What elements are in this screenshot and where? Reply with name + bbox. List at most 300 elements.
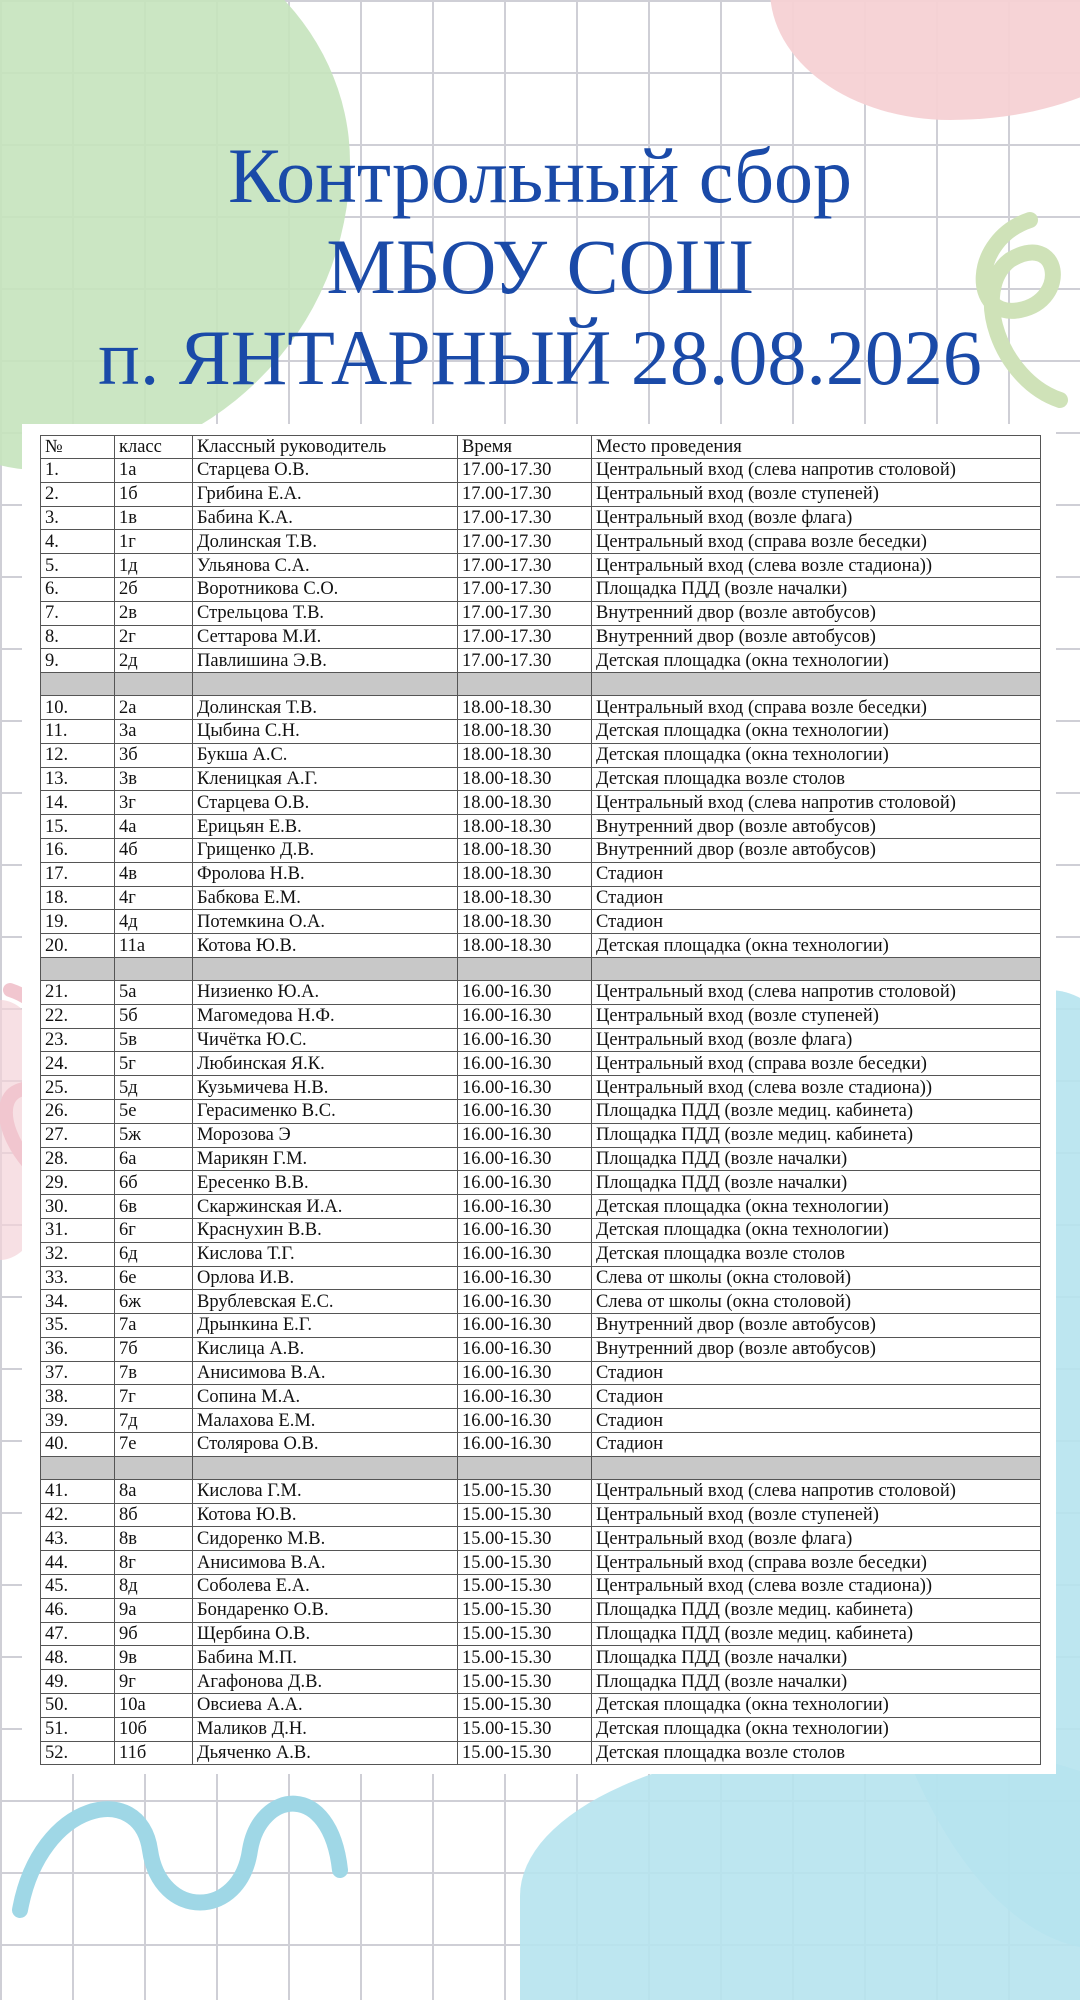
cell-class: 11б	[115, 1741, 193, 1765]
table-row	[41, 1337, 1041, 1361]
table-row	[41, 530, 1041, 554]
table-row	[41, 1028, 1041, 1052]
title-line-2: МБОУ СОШ	[326, 223, 754, 310]
cell-class: 6д	[115, 1242, 193, 1266]
cell-time: 18.00-18.30	[458, 838, 592, 862]
cell-place: Детская площадка возле столов	[592, 1741, 1041, 1765]
cell-number: 12.	[41, 743, 115, 767]
cell-class: 8в	[115, 1527, 193, 1551]
cell-teacher: Долинская Т.В.	[193, 696, 458, 720]
cell-teacher: Кислица А.В.	[193, 1337, 458, 1361]
table-row	[41, 1361, 1041, 1385]
decor-pink-blob	[770, 0, 1080, 120]
cell-number: 24.	[41, 1052, 115, 1076]
table-row	[41, 719, 1041, 743]
table-row	[41, 767, 1041, 791]
cell-time: 16.00-16.30	[458, 1290, 592, 1314]
cell-time: 15.00-15.30	[458, 1622, 592, 1646]
cell-class: 9б	[115, 1622, 193, 1646]
cell-number: 6.	[41, 577, 115, 601]
separator-cell	[115, 957, 193, 980]
cell-place: Внутренний двор (возле автобусов)	[592, 815, 1041, 839]
cell-teacher: Маликов Д.Н.	[193, 1717, 458, 1741]
cell-place: Слева от школы (окна столовой)	[592, 1290, 1041, 1314]
cell-teacher: Краснухин В.В.	[193, 1218, 458, 1242]
separator-cell	[458, 673, 592, 696]
cell-teacher: Щербина О.В.	[193, 1622, 458, 1646]
cell-number: 29.	[41, 1171, 115, 1195]
cell-teacher: Ульянова С.А.	[193, 554, 458, 578]
cell-time: 18.00-18.30	[458, 791, 592, 815]
header-teacher: Классный руководитель	[193, 436, 458, 459]
cell-place: Площадка ПДД (возле началки)	[592, 1670, 1041, 1694]
table-row	[41, 696, 1041, 720]
cell-class: 4д	[115, 910, 193, 934]
cell-teacher: Магомедова Н.Ф.	[193, 1004, 458, 1028]
cell-place: Центральный вход (слева напротив столовой)	[592, 791, 1041, 815]
table-row	[41, 862, 1041, 886]
cell-class: 2в	[115, 601, 193, 625]
cell-teacher: Бабкова Е.М.	[193, 886, 458, 910]
cell-teacher: Марикян Г.М.	[193, 1147, 458, 1171]
table-row	[41, 554, 1041, 578]
table-header-row	[41, 436, 1041, 459]
cell-number: 33.	[41, 1266, 115, 1290]
cell-class: 7б	[115, 1337, 193, 1361]
header-time: Время	[458, 436, 592, 459]
cell-place: Слева от школы (окна столовой)	[592, 1266, 1041, 1290]
cell-class: 8г	[115, 1551, 193, 1575]
cell-number: 36.	[41, 1337, 115, 1361]
cell-time: 17.00-17.30	[458, 506, 592, 530]
title-line-3: п. ЯНТАРНЫЙ 28.08.2026	[98, 314, 982, 401]
cell-class: 3б	[115, 743, 193, 767]
cell-place: Площадка ПДД (возле началки)	[592, 1646, 1041, 1670]
table-row	[41, 838, 1041, 862]
cell-teacher: Врублевская Е.С.	[193, 1290, 458, 1314]
table-row	[41, 1527, 1041, 1551]
table-row	[41, 1479, 1041, 1503]
cell-number: 48.	[41, 1646, 115, 1670]
cell-place: Центральный вход (справа возле беседки)	[592, 1551, 1041, 1575]
cell-number: 31.	[41, 1218, 115, 1242]
cell-number: 15.	[41, 815, 115, 839]
separator-cell	[193, 1456, 458, 1479]
table-row	[41, 1503, 1041, 1527]
cell-number: 4.	[41, 530, 115, 554]
cell-number: 10.	[41, 696, 115, 720]
cell-place: Стадион	[592, 1433, 1041, 1457]
cell-time: 15.00-15.30	[458, 1503, 592, 1527]
table-row	[41, 1290, 1041, 1314]
cell-place: Центральный вход (возле ступеней)	[592, 482, 1041, 506]
group-separator-row	[41, 673, 1041, 696]
cell-class: 3г	[115, 791, 193, 815]
cell-teacher: Соболева Е.А.	[193, 1575, 458, 1599]
cell-number: 3.	[41, 506, 115, 530]
header-number: №	[41, 436, 115, 459]
cell-time: 15.00-15.30	[458, 1575, 592, 1599]
cell-class: 2д	[115, 649, 193, 673]
cell-time: 17.00-17.30	[458, 625, 592, 649]
cell-class: 2г	[115, 625, 193, 649]
cell-teacher: Старцева О.В.	[193, 791, 458, 815]
cell-number: 16.	[41, 838, 115, 862]
cell-number: 42.	[41, 1503, 115, 1527]
cell-class: 3в	[115, 767, 193, 791]
cell-class: 1г	[115, 530, 193, 554]
cell-time: 16.00-16.30	[458, 1314, 592, 1338]
cell-teacher: Бабина М.П.	[193, 1646, 458, 1670]
cell-place: Детская площадка (окна технологии)	[592, 1195, 1041, 1219]
decor-blue-blob-bottom	[520, 1740, 1080, 2000]
cell-place: Центральный вход (слева напротив столовой)	[592, 980, 1041, 1004]
cell-teacher: Ерицьян Е.В.	[193, 815, 458, 839]
cell-number: 32.	[41, 1242, 115, 1266]
cell-time: 16.00-16.30	[458, 1052, 592, 1076]
table-row	[41, 980, 1041, 1004]
cell-number: 50.	[41, 1694, 115, 1718]
cell-class: 5е	[115, 1099, 193, 1123]
table-row	[41, 1242, 1041, 1266]
cell-number: 19.	[41, 910, 115, 934]
cell-teacher: Столярова О.В.	[193, 1433, 458, 1457]
cell-teacher: Герасименко В.С.	[193, 1099, 458, 1123]
cell-teacher: Агафонова Д.В.	[193, 1670, 458, 1694]
decor-blue-loops	[0, 1760, 520, 1920]
cell-class: 11а	[115, 934, 193, 958]
cell-teacher: Бондаренко О.В.	[193, 1598, 458, 1622]
cell-place: Детская площадка (окна технологии)	[592, 743, 1041, 767]
cell-time: 17.00-17.30	[458, 577, 592, 601]
cell-teacher: Букша А.С.	[193, 743, 458, 767]
cell-time: 16.00-16.30	[458, 1361, 592, 1385]
cell-time: 15.00-15.30	[458, 1741, 592, 1765]
cell-time: 16.00-16.30	[458, 1433, 592, 1457]
table-row	[41, 886, 1041, 910]
cell-time: 18.00-18.30	[458, 862, 592, 886]
cell-time: 18.00-18.30	[458, 719, 592, 743]
table-row	[41, 649, 1041, 673]
cell-time: 18.00-18.30	[458, 743, 592, 767]
cell-place: Центральный вход (справа возле беседки)	[592, 1052, 1041, 1076]
table-row	[41, 1551, 1041, 1575]
cell-number: 13.	[41, 767, 115, 791]
cell-teacher: Дрынкина Е.Г.	[193, 1314, 458, 1338]
cell-teacher: Любинская Я.К.	[193, 1052, 458, 1076]
separator-cell	[592, 957, 1041, 980]
table-row	[41, 1052, 1041, 1076]
cell-place: Центральный вход (возле флага)	[592, 1028, 1041, 1052]
cell-place: Центральный вход (слева возле стадиона))	[592, 1076, 1041, 1100]
cell-teacher: Старцева О.В.	[193, 459, 458, 483]
group-separator-row	[41, 957, 1041, 980]
cell-class: 1в	[115, 506, 193, 530]
cell-time: 16.00-16.30	[458, 1409, 592, 1433]
cell-place: Внутренний двор (возле автобусов)	[592, 625, 1041, 649]
cell-time: 16.00-16.30	[458, 1147, 592, 1171]
group-separator-row	[41, 1456, 1041, 1479]
cell-place: Внутренний двор (возле автобусов)	[592, 601, 1041, 625]
cell-class: 7а	[115, 1314, 193, 1338]
table-row	[41, 910, 1041, 934]
table-row	[41, 1409, 1041, 1433]
cell-class: 2а	[115, 696, 193, 720]
cell-number: 41.	[41, 1479, 115, 1503]
cell-teacher: Павлишина Э.В.	[193, 649, 458, 673]
cell-place: Внутренний двор (возле автобусов)	[592, 838, 1041, 862]
cell-class: 1а	[115, 459, 193, 483]
cell-class: 6б	[115, 1171, 193, 1195]
cell-time: 16.00-16.30	[458, 1028, 592, 1052]
table-row	[41, 506, 1041, 530]
cell-time: 16.00-16.30	[458, 1076, 592, 1100]
header-class: класс	[115, 436, 193, 459]
cell-class: 10а	[115, 1694, 193, 1718]
cell-place: Стадион	[592, 886, 1041, 910]
cell-place: Центральный вход (слева возле стадиона))	[592, 1575, 1041, 1599]
table-row	[41, 1694, 1041, 1718]
cell-place: Центральный вход (справа возле беседки)	[592, 696, 1041, 720]
cell-time: 18.00-18.30	[458, 886, 592, 910]
separator-cell	[592, 673, 1041, 696]
cell-time: 15.00-15.30	[458, 1694, 592, 1718]
cell-place: Центральный вход (слева напротив столовой)	[592, 459, 1041, 483]
cell-number: 40.	[41, 1433, 115, 1457]
cell-place: Детская площадка (окна технологии)	[592, 719, 1041, 743]
separator-cell	[41, 1456, 115, 1479]
cell-number: 8.	[41, 625, 115, 649]
cell-class: 6е	[115, 1266, 193, 1290]
cell-class: 5г	[115, 1052, 193, 1076]
cell-place: Центральный вход (слева напротив столовой)	[592, 1479, 1041, 1503]
table-row	[41, 1004, 1041, 1028]
cell-class: 8д	[115, 1575, 193, 1599]
cell-time: 15.00-15.30	[458, 1598, 592, 1622]
table-row	[41, 1195, 1041, 1219]
cell-place: Стадион	[592, 862, 1041, 886]
cell-place: Площадка ПДД (возле медиц. кабинета)	[592, 1123, 1041, 1147]
cell-teacher: Низиенко Ю.А.	[193, 980, 458, 1004]
cell-place: Детская площадка (окна технологии)	[592, 1218, 1041, 1242]
cell-class: 1б	[115, 482, 193, 506]
cell-time: 16.00-16.30	[458, 1266, 592, 1290]
cell-number: 1.	[41, 459, 115, 483]
cell-number: 14.	[41, 791, 115, 815]
cell-time: 16.00-16.30	[458, 1171, 592, 1195]
cell-class: 9в	[115, 1646, 193, 1670]
cell-place: Центральный вход (справа возле беседки)	[592, 530, 1041, 554]
cell-teacher: Морозова Э	[193, 1123, 458, 1147]
cell-place: Детская площадка возле столов	[592, 1242, 1041, 1266]
cell-teacher: Кленицкая А.Г.	[193, 767, 458, 791]
cell-time: 16.00-16.30	[458, 1337, 592, 1361]
table-row	[41, 1385, 1041, 1409]
cell-time: 15.00-15.30	[458, 1646, 592, 1670]
cell-teacher: Грищенко Д.В.	[193, 838, 458, 862]
cell-place: Центральный вход (возле флага)	[592, 506, 1041, 530]
cell-place: Центральный вход (возле ступеней)	[592, 1503, 1041, 1527]
cell-teacher: Анисимова В.А.	[193, 1361, 458, 1385]
cell-class: 7е	[115, 1433, 193, 1457]
cell-time: 16.00-16.30	[458, 1004, 592, 1028]
cell-time: 17.00-17.30	[458, 459, 592, 483]
cell-teacher: Долинская Т.В.	[193, 530, 458, 554]
cell-teacher: Бабина К.А.	[193, 506, 458, 530]
table-row	[41, 1076, 1041, 1100]
cell-number: 23.	[41, 1028, 115, 1052]
cell-class: 6а	[115, 1147, 193, 1171]
cell-time: 18.00-18.30	[458, 767, 592, 791]
cell-place: Площадка ПДД (возле началки)	[592, 1147, 1041, 1171]
cell-time: 18.00-18.30	[458, 696, 592, 720]
page-title	[0, 130, 1080, 403]
cell-teacher: Малахова Е.М.	[193, 1409, 458, 1433]
cell-number: 27.	[41, 1123, 115, 1147]
cell-class: 4б	[115, 838, 193, 862]
cell-teacher: Потемкина О.А.	[193, 910, 458, 934]
table-row	[41, 1575, 1041, 1599]
cell-number: 35.	[41, 1314, 115, 1338]
cell-number: 9.	[41, 649, 115, 673]
cell-time: 15.00-15.30	[458, 1527, 592, 1551]
cell-number: 38.	[41, 1385, 115, 1409]
cell-class: 6в	[115, 1195, 193, 1219]
table-row	[41, 815, 1041, 839]
table-row	[41, 1123, 1041, 1147]
cell-class: 7д	[115, 1409, 193, 1433]
cell-number: 51.	[41, 1717, 115, 1741]
cell-teacher: Кислова Г.М.	[193, 1479, 458, 1503]
cell-time: 15.00-15.30	[458, 1479, 592, 1503]
cell-number: 37.	[41, 1361, 115, 1385]
cell-place: Стадион	[592, 1361, 1041, 1385]
table-row	[41, 1171, 1041, 1195]
cell-teacher: Ересенко В.В.	[193, 1171, 458, 1195]
table-row	[41, 601, 1041, 625]
cell-class: 9г	[115, 1670, 193, 1694]
cell-class: 5а	[115, 980, 193, 1004]
cell-time: 17.00-17.30	[458, 530, 592, 554]
cell-number: 22.	[41, 1004, 115, 1028]
cell-place: Внутренний двор (возле автобусов)	[592, 1337, 1041, 1361]
cell-class: 6ж	[115, 1290, 193, 1314]
cell-teacher: Кузьмичева Н.В.	[193, 1076, 458, 1100]
cell-class: 4в	[115, 862, 193, 886]
cell-number: 11.	[41, 719, 115, 743]
cell-time: 16.00-16.30	[458, 1123, 592, 1147]
cell-place: Внутренний двор (возле автобусов)	[592, 1314, 1041, 1338]
cell-time: 18.00-18.30	[458, 934, 592, 958]
table-row	[41, 1147, 1041, 1171]
table-row	[41, 577, 1041, 601]
cell-teacher: Чичётка Ю.С.	[193, 1028, 458, 1052]
cell-teacher: Анисимова В.А.	[193, 1551, 458, 1575]
cell-class: 8а	[115, 1479, 193, 1503]
cell-teacher: Котова Ю.В.	[193, 1503, 458, 1527]
cell-place: Детская площадка (окна технологии)	[592, 934, 1041, 958]
cell-class: 7г	[115, 1385, 193, 1409]
cell-teacher: Дьяченко А.В.	[193, 1741, 458, 1765]
cell-teacher: Скаржинская И.А.	[193, 1195, 458, 1219]
cell-time: 18.00-18.30	[458, 815, 592, 839]
table-row	[41, 1314, 1041, 1338]
table-row	[41, 791, 1041, 815]
cell-teacher: Фролова Н.В.	[193, 862, 458, 886]
separator-cell	[458, 1456, 592, 1479]
cell-time: 15.00-15.30	[458, 1717, 592, 1741]
cell-teacher: Цыбина С.Н.	[193, 719, 458, 743]
cell-teacher: Котова Ю.В.	[193, 934, 458, 958]
table-row	[41, 1741, 1041, 1765]
separator-cell	[193, 673, 458, 696]
cell-place: Детская площадка (окна технологии)	[592, 1717, 1041, 1741]
cell-time: 17.00-17.30	[458, 554, 592, 578]
header-place: Место проведения	[592, 436, 1041, 459]
cell-teacher: Орлова И.В.	[193, 1266, 458, 1290]
separator-cell	[193, 957, 458, 980]
cell-teacher: Сидоренко М.В.	[193, 1527, 458, 1551]
cell-number: 44.	[41, 1551, 115, 1575]
cell-place: Площадка ПДД (возле медиц. кабинета)	[592, 1598, 1041, 1622]
cell-class: 3а	[115, 719, 193, 743]
cell-place: Площадка ПДД (возле началки)	[592, 577, 1041, 601]
cell-place: Площадка ПДД (возле медиц. кабинета)	[592, 1099, 1041, 1123]
title-line-1: Контрольный сбор	[227, 132, 853, 219]
table-row	[41, 934, 1041, 958]
separator-cell	[41, 957, 115, 980]
cell-place: Детская площадка (окна технологии)	[592, 1694, 1041, 1718]
cell-number: 7.	[41, 601, 115, 625]
cell-number: 25.	[41, 1076, 115, 1100]
table-row	[41, 1646, 1041, 1670]
cell-place: Детская площадка (окна технологии)	[592, 649, 1041, 673]
cell-teacher: Стрельцова Т.В.	[193, 601, 458, 625]
cell-time: 17.00-17.30	[458, 649, 592, 673]
table-row	[41, 1670, 1041, 1694]
table-row	[41, 1598, 1041, 1622]
cell-place: Площадка ПДД (возле началки)	[592, 1171, 1041, 1195]
cell-number: 52.	[41, 1741, 115, 1765]
cell-time: 18.00-18.30	[458, 910, 592, 934]
cell-class: 5д	[115, 1076, 193, 1100]
cell-class: 9а	[115, 1598, 193, 1622]
cell-number: 34.	[41, 1290, 115, 1314]
cell-time: 16.00-16.30	[458, 980, 592, 1004]
cell-teacher: Сеттарова М.И.	[193, 625, 458, 649]
cell-class: 5б	[115, 1004, 193, 1028]
cell-class: 4а	[115, 815, 193, 839]
cell-teacher: Воротникова С.О.	[193, 577, 458, 601]
cell-class: 8б	[115, 1503, 193, 1527]
schedule-table	[40, 435, 1041, 1765]
cell-teacher: Овсиева А.А.	[193, 1694, 458, 1718]
cell-number: 46.	[41, 1598, 115, 1622]
cell-teacher: Кислова Т.Г.	[193, 1242, 458, 1266]
cell-number: 47.	[41, 1622, 115, 1646]
cell-number: 49.	[41, 1670, 115, 1694]
table-body	[41, 459, 1041, 1765]
table-row	[41, 1622, 1041, 1646]
cell-time: 16.00-16.30	[458, 1099, 592, 1123]
cell-place: Центральный вход (слева возле стадиона))	[592, 554, 1041, 578]
cell-class: 7в	[115, 1361, 193, 1385]
cell-time: 15.00-15.30	[458, 1551, 592, 1575]
cell-time: 15.00-15.30	[458, 1670, 592, 1694]
table-row	[41, 625, 1041, 649]
separator-cell	[592, 1456, 1041, 1479]
cell-number: 30.	[41, 1195, 115, 1219]
